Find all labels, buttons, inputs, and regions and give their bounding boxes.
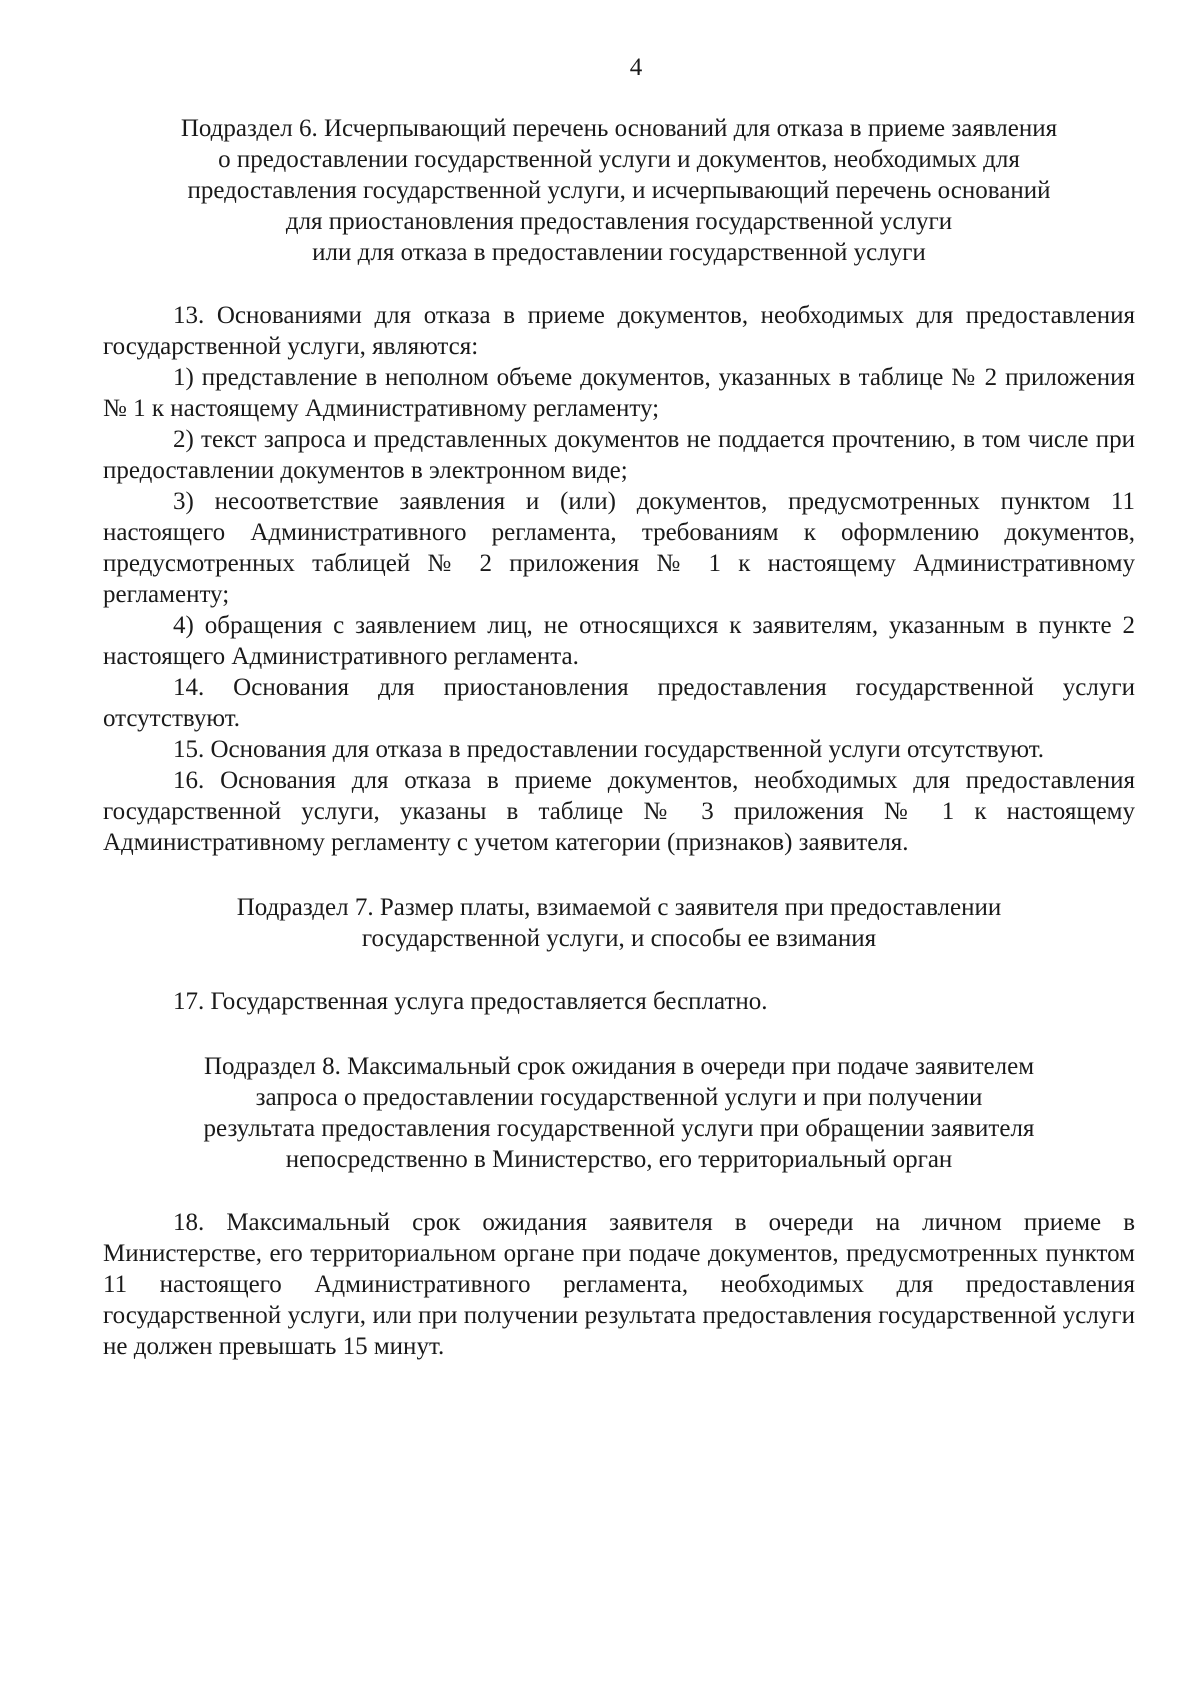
heading-line: непосредственно в Министерство, его территориальный орган xyxy=(285,1146,953,1173)
heading-line: Подраздел 6. Исчерпывающий перечень оснований для отказа в приеме заявления xyxy=(180,115,1058,142)
heading-line: о предоставлении государственной услуги и документов, необходимых для xyxy=(218,146,1020,173)
heading-line: Подраздел 8. Максимальный срок ожидания в очереди при подаче заявителем xyxy=(203,1053,1035,1080)
paragraph-13-item-1: 1) представление в неполном объеме документов, указанных в таблице № 2 приложения № 1 к настоящему Административному регламенту; xyxy=(103,364,1135,422)
heading-line: или для отказа в предоставлении государственной услуги xyxy=(312,239,926,266)
heading-line: запроса о предоставлении государственной услуги и при получении xyxy=(255,1084,983,1111)
paragraph-13: 13. Основаниями для отказа в приеме документов, необходимых для предоставления государственной услуги, являются: xyxy=(103,302,1135,360)
heading-line: для приостановления предоставления государственной услуги xyxy=(285,208,953,235)
page-number: 4 xyxy=(629,54,643,81)
subsection-7-heading xyxy=(103,892,1135,954)
paragraph-15: 15. Основания для отказа в предоставлении государственной услуги отсутствуют. xyxy=(173,736,1045,763)
paragraph-17: 17. Государственная услуга предоставляется бесплатно. xyxy=(173,988,768,1015)
heading-line: Подраздел 7. Размер платы, взимаемой с заявителя при предоставлении xyxy=(236,894,1002,921)
heading-line: предоставления государственной услуги, и исчерпывающий перечень оснований xyxy=(187,177,1051,204)
paragraph-13-item-4: 4) обращения с заявлением лиц, не относящихся к заявителям, указанным в пункте 2 настоящего Административного регламента. xyxy=(103,612,1135,670)
subsection-8-heading xyxy=(103,1051,1135,1175)
paragraph-16: 16. Основания для отказа в приеме документов, необходимых для предоставления государственной услуги, указаны в таблице № 3 приложения № 1 к настоящему Административному регламенту с учетом категории (признаков) заявителя. xyxy=(103,767,1135,856)
paragraph-18: 18. Максимальный срок ожидания заявителя в очереди на личном приеме в Министерстве, его территориальном органе при подаче документов, предусмотренных пунктом 11 настоящего Административного регламента, необходимых для предоставления государственной услуги, или при получении результата предоставления государственной услуги не должен превышать 15 минут. xyxy=(103,1209,1135,1360)
heading-line: результата предоставления государственной услуги при обращении заявителя xyxy=(203,1115,1035,1142)
paragraph-14: 14. Основания для приостановления предоставления государственной услуги отсутствуют. xyxy=(103,674,1135,732)
document-page xyxy=(103,52,1135,1362)
paragraph-13-item-3: 3) несоответствие заявления и (или) документов, предусмотренных пунктом 11 настоящего Административного регламента, требованиям к оформлению документов, предусмотренных таблицей № 2 приложения № 1 к настоящему Административному регламенту; xyxy=(103,488,1135,608)
subsection-6-heading xyxy=(103,113,1135,268)
paragraph-13-item-2: 2) текст запроса и представленных документов не поддается прочтению, в том числе при предоставлении документов в электронном виде; xyxy=(103,426,1135,484)
heading-line: государственной услуги, и способы ее взимания xyxy=(361,925,877,952)
